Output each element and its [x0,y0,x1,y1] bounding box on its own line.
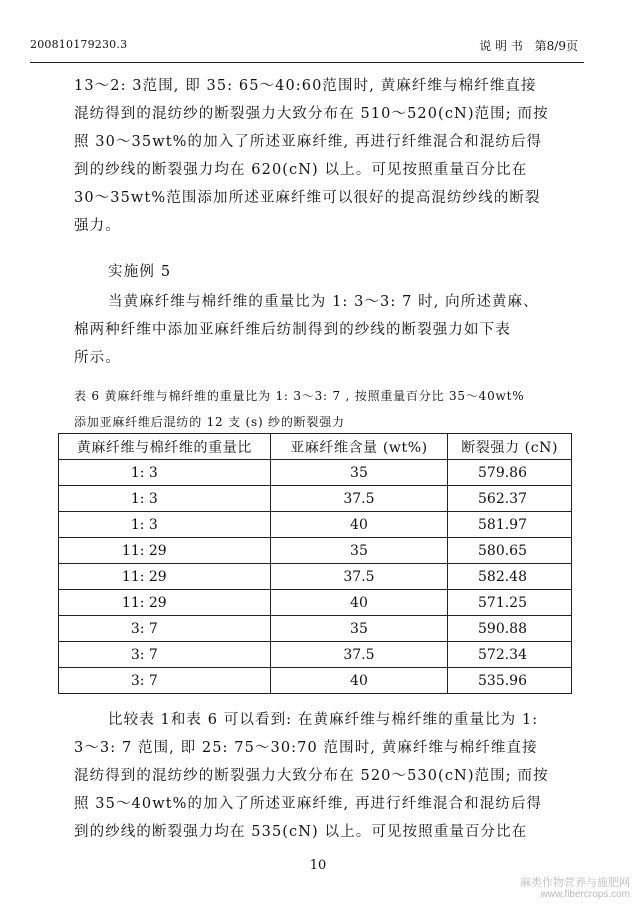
table-row [59,486,572,512]
table-row [59,460,572,486]
table-row [59,512,572,538]
text-line: 3～3: 7 范围, 即 25: 75～30:70 范围时, 黄麻纤维与棉纤维直接 [74,740,538,756]
cell-weight-ratio: 11: 29 [59,564,271,590]
cell-weight-ratio: 11: 29 [59,590,271,616]
text-line: 到的纱线的断裂强力均在 620(cN) 以上。可见按照重量百分比在 [74,162,528,178]
text-line: 所示。 [74,350,121,366]
cell-breaking-strength: 590.88 [448,616,572,642]
table-row [59,564,572,590]
table-row [59,642,572,668]
cell-flax-content: 40 [270,512,448,538]
cell-flax-content: 37.5 [270,642,448,668]
section-heading: 实施例 5 [108,264,172,280]
cell-breaking-strength: 582.48 [448,564,572,590]
table-header-row [59,434,572,460]
cell-weight-ratio: 11: 29 [59,538,271,564]
cell-breaking-strength: 535.96 [448,668,572,694]
watermark [520,877,630,901]
table-row [59,590,572,616]
paragraph-1 [74,72,574,240]
document-number: 200810179230.3 [30,38,128,51]
cell-flax-content: 35 [270,538,448,564]
cell-breaking-strength: 580.65 [448,538,572,564]
cell-flax-content: 35 [270,460,448,486]
text-line: 13～2: 3范围, 即 35: 65～40:60范围时, 黄麻纤维与棉纤维直接 [74,78,537,94]
header-right [471,37,578,54]
cell-flax-content: 40 [270,668,448,694]
data-table [58,433,572,694]
text-line: 混纺得到的混纺纱的断裂强力大致分布在 520～530(cN)范围; 而按 [74,768,549,784]
text-line: 30～35wt%范围添加所述亚麻纤维可以很好的提高混纺纱线的断裂 [74,190,541,206]
text-line: 到的纱线的断裂强力均在 535(cN) 以上。可见按照重量百分比在 [74,824,528,840]
table-caption-line-2: 添加亚麻纤维后混纺的 12 支 (s) 纱的断裂强力 [74,415,345,429]
paragraph-2 [74,288,574,372]
watermark-text: 麻类作物营养与施肥网 [520,877,630,889]
table-row [59,538,572,564]
text-line: 当黄麻纤维与棉纤维的重量比为 1: 3～3: 7 时, 向所述黄麻、 [108,294,539,310]
cell-breaking-strength: 572.34 [448,642,572,668]
text-line: 比较表 1和表 6 可以看到: 在黄麻纤维与棉纤维的重量比为 1: [108,712,539,728]
cell-breaking-strength: 581.97 [448,512,572,538]
text-line: 混纺得到的混纺纱的断裂强力大致分布在 510～520(cN)范围; 而按 [74,106,549,122]
text-line: 强力。 [74,218,121,234]
cell-flax-content: 37.5 [270,564,448,590]
text-line: 棉两种纤维中添加亚麻纤维后纺制得到的纱线的断裂强力如下表 [74,322,511,338]
table-row [59,668,572,694]
cell-breaking-strength: 579.86 [448,460,572,486]
paragraph-3 [74,706,574,846]
document-type: 说 明 书 [479,39,523,53]
cell-breaking-strength: 571.25 [448,590,572,616]
column-header-flax-content: 亚麻纤维含量 (wt%) [270,434,448,460]
cell-flax-content: 35 [270,616,448,642]
cell-weight-ratio: 3: 7 [59,642,271,668]
cell-flax-content: 40 [270,590,448,616]
cell-flax-content: 37.5 [270,486,448,512]
text-line: 照 35～40wt%的加入了所述亚麻纤维, 再进行纤维混合和混纺后得 [74,796,543,812]
cell-weight-ratio: 3: 7 [59,668,271,694]
table-row [59,616,572,642]
cell-weight-ratio: 1: 3 [59,460,271,486]
page-number: 10 [309,858,327,873]
column-header-breaking-strength: 断裂强力 (cN) [448,434,572,460]
table-caption-line-1: 表 6 黄麻纤维与棉纤维的重量比为 1: 3～3: 7 , 按照重量百分比 35～40wt% [74,389,525,403]
cell-weight-ratio: 3: 7 [59,616,271,642]
page-indicator: 第8/9页 [534,39,578,53]
cell-breaking-strength: 562.37 [448,486,572,512]
text-line: 照 30～35wt%的加入了所述亚麻纤维, 再进行纤维混合和混纺后得 [74,134,543,150]
column-header-weight-ratio: 黄麻纤维与棉纤维的重量比 [59,434,271,460]
watermark-url: www.fibercrops.com [540,889,630,900]
header-rule [30,62,584,63]
cell-weight-ratio: 1: 3 [59,512,271,538]
cell-weight-ratio: 1: 3 [59,486,271,512]
